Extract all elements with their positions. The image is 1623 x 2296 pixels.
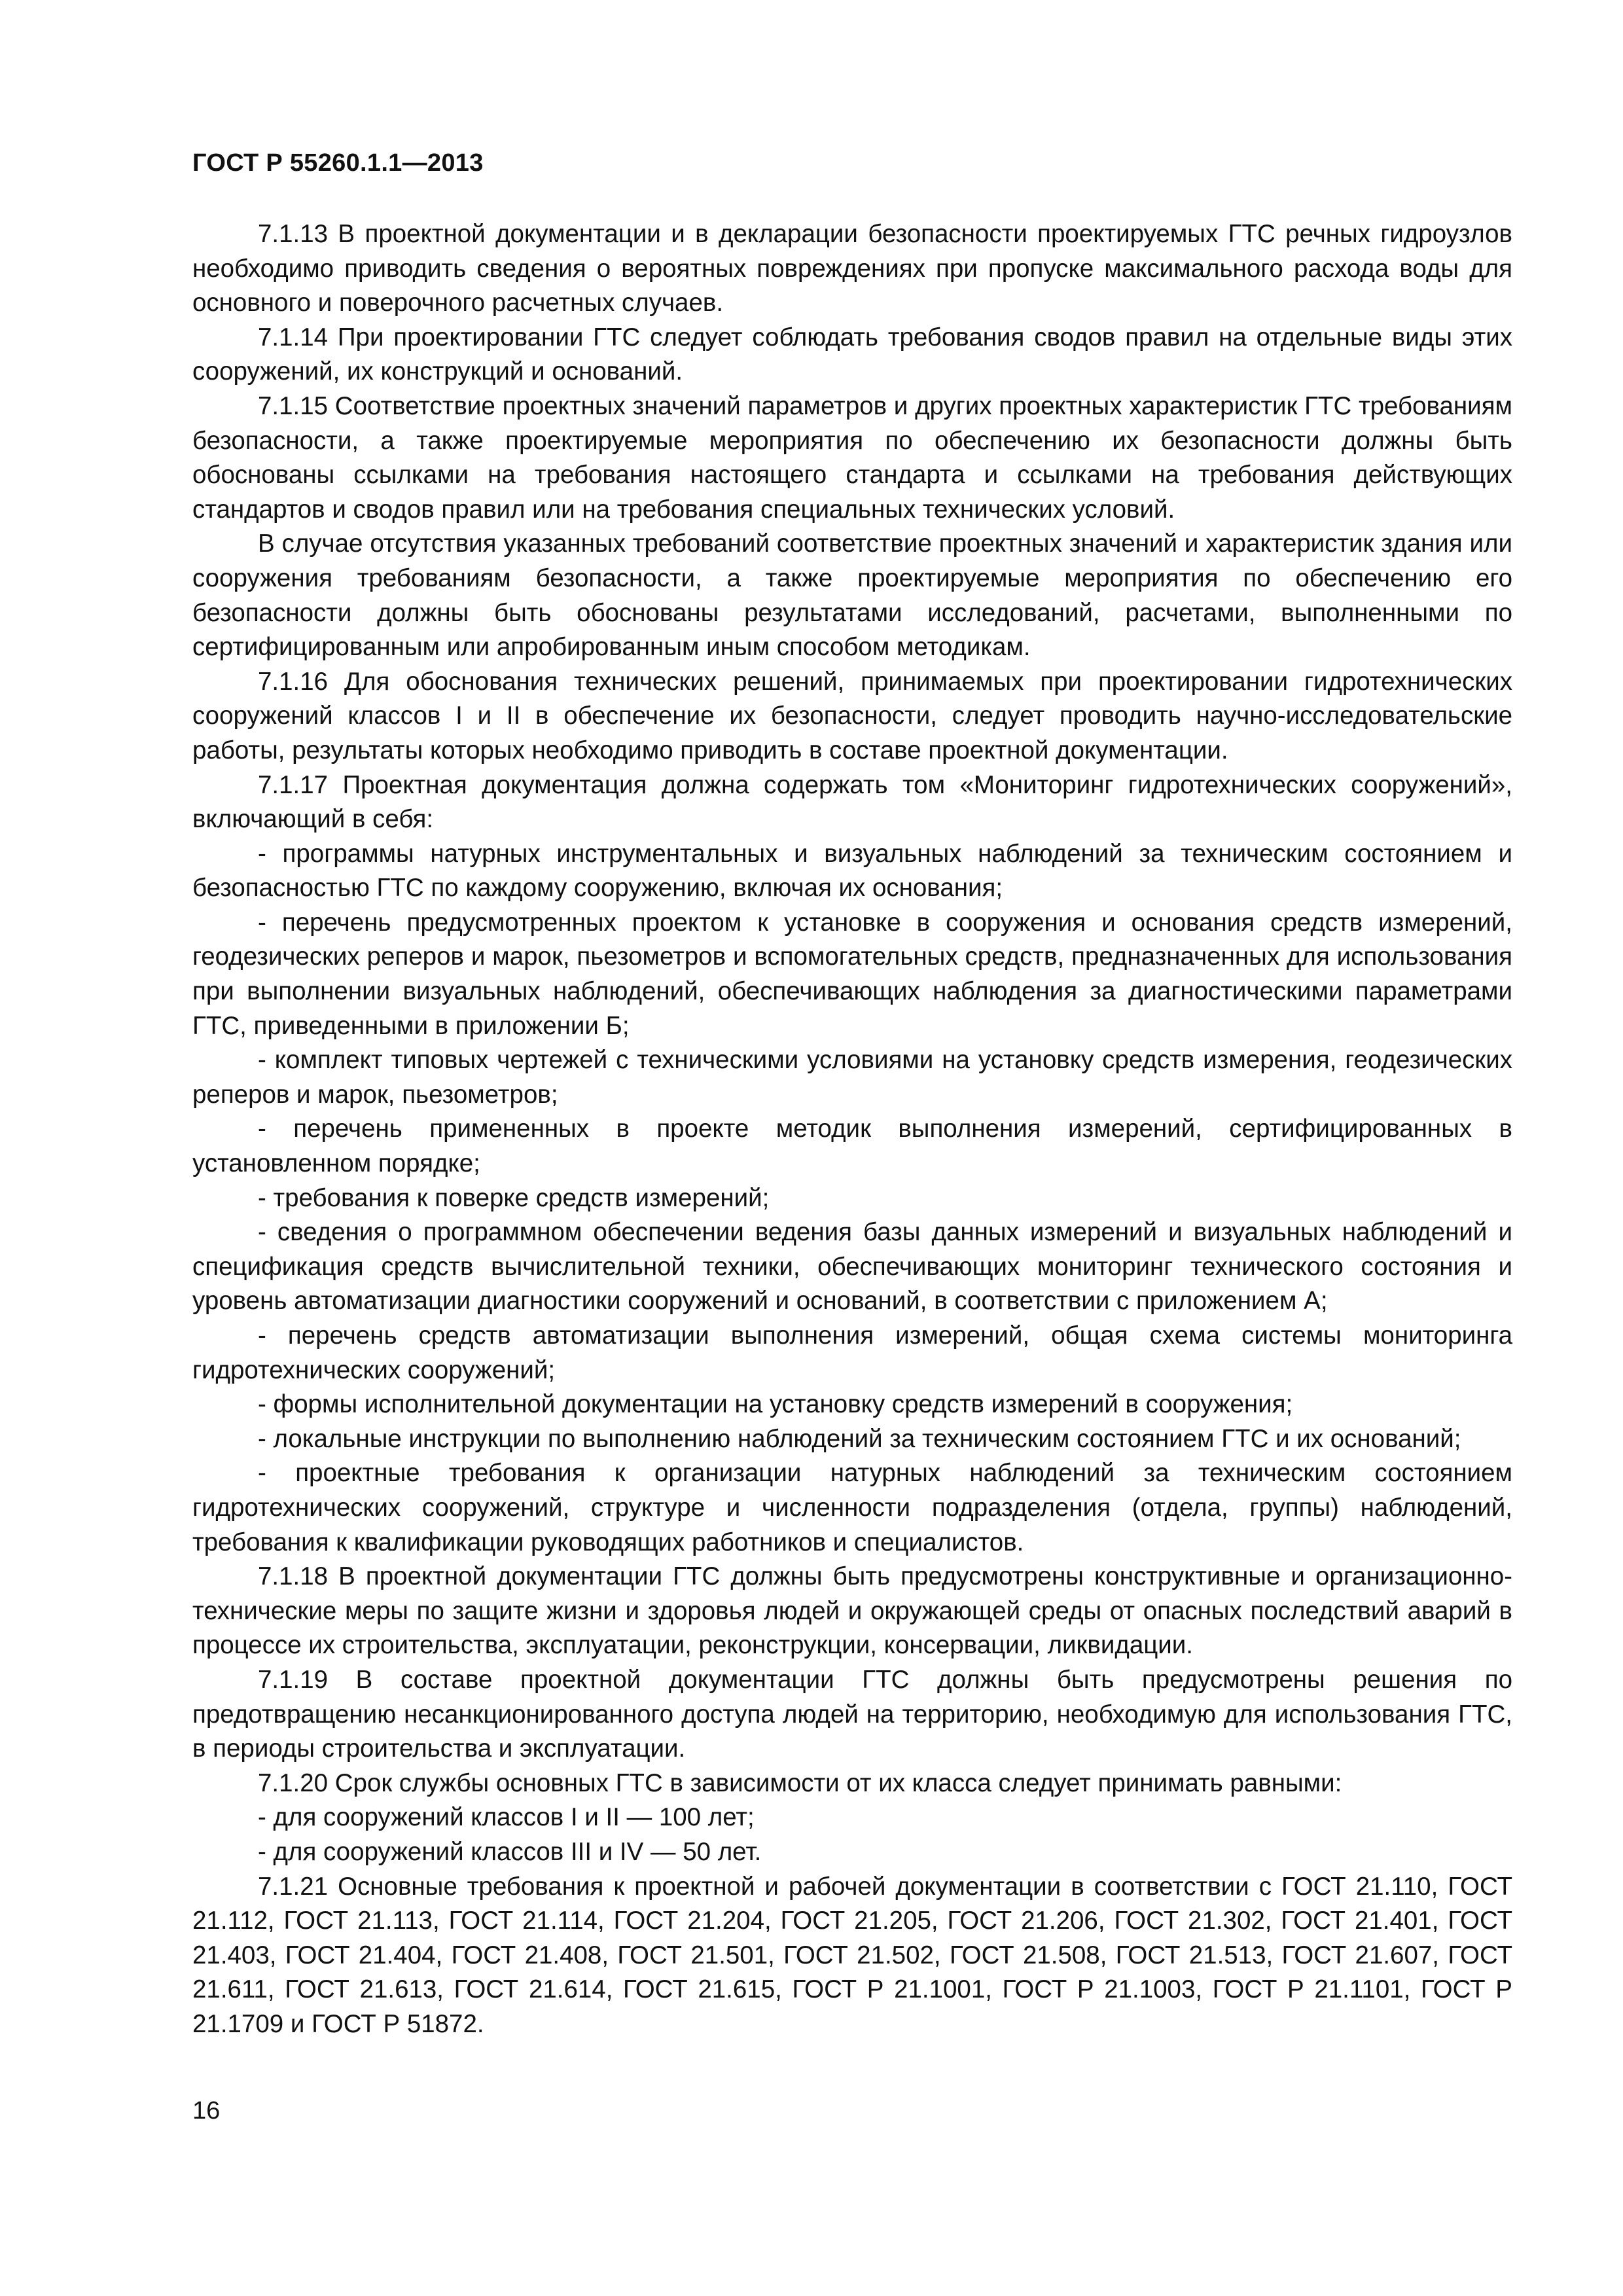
paragraph-7-1-15: 7.1.15 Соответствие проектных значений параметров и других проектных характеристик ГТС требованиям безопасности, а также проектируемые мероприятия по обеспечению их безопасности должны быть обоснованы ссылками на требования настоящего стандарта и ссылками на требования действующих стандартов и сводов правил или на требования специальных технических условий.: [192, 391, 1512, 524]
document-body: [192, 217, 1512, 2041]
list-item: - для сооружений классов I и II — 100 лет;: [258, 1803, 755, 1832]
paragraph-7-1-13: 7.1.13 В проектной документации и в декларации безопасности проектируемых ГТС речных гидроузлов необходимо приводить сведения о вероятных повреждениях при пропуске максимального расхода воды для основного и поверочного расчетных случаев.: [192, 220, 1512, 317]
paragraph-7-1-20: 7.1.20 Срок службы основных ГТС в зависимости от их класса следует принимать равными:: [258, 1768, 1342, 1797]
paragraph-7-1-14: 7.1.14 При проектировании ГТС следует соблюдать требования сводов правил на отдельные виды этих сооружений, их конструкций и оснований.: [192, 323, 1512, 386]
list-item: - перечень примененных в проекте методик выполнения измерений, сертифицированных в установленном порядке;: [192, 1115, 1512, 1178]
list-item: - программы натурных инструментальных и визуальных наблюдений за техническим состоянием и безопасностью ГТС по каждому сооружению, включая их основания;: [192, 839, 1512, 903]
list-item: - комплект типовых чертежей с техническими условиями на установку средств измерения, геодезических реперов и марок, пьезометров;: [192, 1046, 1512, 1109]
page-number: 16: [192, 2097, 221, 2125]
paragraph-7-1-19: 7.1.19 В составе проектной документации ГТС должны быть предусмотрены решения по предотвращению несанкционированного доступа людей на территорию, необходимую для использования ГТС, в периоды строительства и эксплуатации.: [192, 1665, 1512, 1763]
list-item: - перечень средств автоматизации выполнения измерений, общая схема системы мониторинга гидротехнических сооружений;: [192, 1321, 1512, 1384]
list-item: - формы исполнительной документации на установку средств измерений в сооружения;: [258, 1390, 1293, 1419]
list-item: - локальные инструкции по выполнению наблюдений за техническим состоянием ГТС и их оснований;: [258, 1424, 1461, 1453]
paragraph-7-1-15-continued: В случае отсутствия указанных требований соответствие проектных значений и характеристик здания или сооружения требованиям безопасности, а также проектируемые мероприятия по обеспечению его безопасности должны быть обоснованы результатами исследований, расчетами, выполненными по сертифицированным или апробированным иным способом методикам.: [192, 529, 1512, 662]
list-item: - проектные требования к организации натурных наблюдений за техническим состоянием гидротехнических сооружений, структуре и численности подразделения (отдела, группы) наблюдений, требования к квалификации руководящих работников и специалистов.: [192, 1459, 1512, 1556]
paragraph-7-1-17: 7.1.17 Проектная документация должна содержать том «Мониторинг гидротехнических сооружений», включающий в себя:: [192, 770, 1512, 834]
paragraph-7-1-21: 7.1.21 Основные требования к проектной и рабочей документации в соответствии с ГОСТ 21.110, ГОСТ 21.112, ГОСТ 21.113, ГОСТ 21.114, ГОСТ 21.204, ГОСТ 21.205, ГОСТ 21.206, ГОСТ 21.302, ГОСТ 21.401, ГОСТ 21.403, ГОСТ 21.404, ГОСТ 21.408, ГОСТ 21.501, ГОСТ 21.502, ГОСТ 21.508, ГОСТ 21.513, ГОСТ 21.607, ГОСТ 21.611, ГОСТ 21.613, ГОСТ 21.614, ГОСТ 21.615, ГОСТ Р 21.1001, ГОСТ Р 21.1003, ГОСТ Р 21.1101, ГОСТ Р 21.1709 и ГОСТ Р 51872.: [192, 1872, 1512, 2038]
list-item: - сведения о программном обеспечении ведения базы данных измерений и визуальных наблюдений и спецификация средств вычислительной техники, обеспечивающих мониторинг технического состояния и уровень автоматизации диагностики сооружений и оснований, в соответствии с приложением А;: [192, 1218, 1512, 1316]
list-item: - перечень предусмотренных проектом к установке в сооружения и основания средств измерений, геодезических реперов и марок, пьезометров и вспомогательных средств, предназначенных для использования при выполнении визуальных наблюдений, обеспечивающих наблюдения за диагностическими параметрами ГТС, приведенными в приложении Б;: [192, 908, 1512, 1040]
list-item: - требования к поверке средств измерений;: [258, 1183, 770, 1212]
paragraph-7-1-18: 7.1.18 В проектной документации ГТС должны быть предусмотрены конструктивные и организационно-технические меры по защите жизни и здоровья людей и окружающей среды от опасных последствий аварий в процессе их строительства, эксплуатации, реконструкции, консервации, ликвидации.: [192, 1562, 1512, 1660]
document-code-header: ГОСТ Р 55260.1.1—2013: [192, 149, 484, 177]
paragraph-7-1-16: 7.1.16 Для обоснования технических решений, принимаемых при проектировании гидротехнических сооружений классов I и II в обеспечение их безопасности, следует проводить научно-исследовательские работы, результаты которых необходимо приводить в составе проектной документации.: [192, 667, 1512, 764]
list-item: - для сооружений классов III и IV — 50 лет.: [258, 1837, 762, 1866]
